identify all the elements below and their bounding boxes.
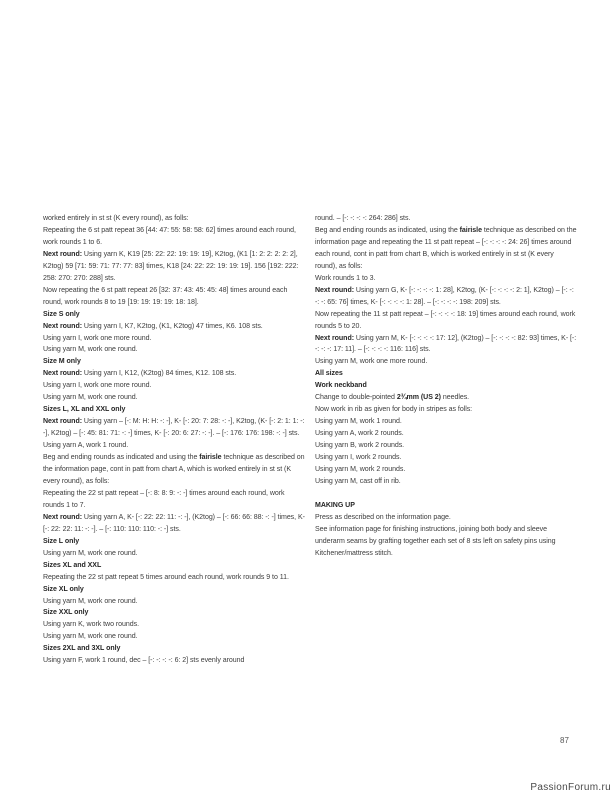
bold-heading: Next round: <box>43 513 82 521</box>
paragraph-text: Now repeating the 11 st patt repeat – [-: -: -: -: 18: 19] times around each round, work rounds 5 to 20. <box>315 310 576 330</box>
bold-heading: Size S only <box>43 310 80 318</box>
instruction-paragraph <box>315 213 577 225</box>
bold-heading: MAKING UP <box>315 501 355 509</box>
instruction-paragraph <box>315 476 577 488</box>
paragraph-text: Using yarn K, work two rounds. <box>43 621 140 629</box>
paragraph-text: technique as described on the information page, cont in patt from chart A, which is worked entirely in st st (K every round), as folls: <box>43 454 305 485</box>
paragraph-text: Using yarn M, work 1 round. <box>315 418 402 426</box>
instruction-paragraph <box>43 392 305 404</box>
paragraph-text: Using yarn I, K7, K2tog, (K1, K2tog) 47 times, K6. 108 sts. <box>82 322 263 330</box>
instruction-paragraph <box>315 500 577 512</box>
paragraph-text: Using yarn M, work 2 rounds. <box>315 466 406 474</box>
instruction-paragraph <box>43 655 305 667</box>
instruction-paragraph <box>315 464 577 476</box>
instruction-paragraph <box>43 488 305 512</box>
instruction-paragraph <box>43 631 305 643</box>
instruction-paragraph <box>315 285 577 309</box>
paragraph-text: Using yarn A, K- [-: 22: 22: 11: -: -], (K2tog) – [-: 66: 66: 88: -: -] times, K- [-: 22: 22: 11: -: -]. – [-: 110: 110: 110: -: -] sts. <box>43 513 305 533</box>
paragraph-text: Using yarn F, work 1 round, dec – [-: -: -: -: 6: 2] sts evenly around <box>43 657 245 665</box>
instruction-paragraph <box>43 249 305 285</box>
paragraph-text: Using yarn A, work 2 rounds. <box>315 430 404 438</box>
instruction-paragraph <box>315 392 577 404</box>
bold-heading: Size XL only <box>43 585 84 593</box>
instruction-paragraph <box>43 416 305 440</box>
instruction-paragraph <box>43 344 305 356</box>
watermark: PassionForum.ru <box>530 782 611 793</box>
paragraph-text: Using yarn M, work one round. <box>43 549 138 557</box>
instruction-paragraph <box>315 225 577 273</box>
paragraph-text: Beg and ending rounds as indicated and using the <box>43 454 200 462</box>
paragraph-text: Using yarn G, K- [-: -: -: -: 1: 28], K2tog, (K- [-: -: -: -: 2: 1], K2tog) – [-: -: -: -: 65: 76] times, K- [-: -: -: -: 1: 28]. – [-: -: -: -: 198: 209] sts. <box>315 286 574 306</box>
bold-heading: fairisle <box>199 454 222 462</box>
instruction-paragraph <box>43 548 305 560</box>
instruction-paragraph <box>43 584 305 596</box>
paragraph-text: technique as described on the information page and repeating the 11 st patt repeat – [-: -: -: -: 24: 26] times around each round, cont in patt from chart B, which is worked entirely in st st (K every round), as folls: <box>315 226 577 270</box>
instruction-paragraph <box>43 285 305 309</box>
paragraph-text: Using yarn M, cast off in rib. <box>315 477 401 485</box>
paragraph-text: Now work in rib as given for body in stripes as folls: <box>315 406 473 414</box>
paragraph-text: Using yarn I, work one more round. <box>43 334 152 342</box>
instruction-paragraph <box>43 380 305 392</box>
paragraph-text: Press as described on the information page. <box>315 513 451 521</box>
bold-heading: Next round: <box>43 322 82 330</box>
instruction-paragraph <box>43 440 305 452</box>
instruction-paragraph <box>43 560 305 572</box>
instruction-paragraph <box>315 333 577 357</box>
instruction-paragraph <box>315 380 577 392</box>
paragraph-text: round. – [-: -: -: -: 264: 286] sts. <box>315 215 411 222</box>
instruction-paragraph <box>315 368 577 380</box>
paragraph-text: Work rounds 1 to 3. <box>315 274 376 282</box>
instruction-paragraph <box>315 512 577 524</box>
paragraph-text: worked entirely in st st (K every round), as folls: <box>43 215 189 222</box>
left-column <box>43 213 305 667</box>
instruction-paragraph <box>315 452 577 464</box>
bold-heading: Sizes 2XL and 3XL only <box>43 645 121 653</box>
instruction-paragraph <box>43 368 305 380</box>
instruction-paragraph <box>43 643 305 655</box>
paragraph-text: Using yarn I, work 2 rounds. <box>315 454 402 462</box>
instruction-paragraph <box>43 607 305 619</box>
paragraph-text: Repeating the 22 st patt repeat 5 times around each round, work rounds 9 to 11. <box>43 573 289 581</box>
bold-heading: Next round: <box>43 370 82 378</box>
instruction-paragraph <box>43 512 305 536</box>
instruction-paragraph <box>315 309 577 333</box>
paragraph-text: Using yarn B, work 2 rounds. <box>315 442 405 450</box>
instruction-paragraph <box>43 225 305 249</box>
paragraph-text: Using yarn – [-: M: H: H: -: -], K- [-: 20: 7: 28: -: -], K2tog, (K- [-: 2: 1: 1: -: -], K2tog) – [-: 45: 81: 71: -: -] times, K- [-: 20: 6: 27: -: -]. – [-: 176: 176: 198: -: -] sts. <box>43 418 305 438</box>
instruction-paragraph <box>315 416 577 428</box>
instruction-paragraph <box>43 596 305 608</box>
bold-heading: Next round: <box>43 418 82 426</box>
paragraph-text: Beg and ending rounds as indicated, using the <box>315 226 460 234</box>
bold-heading: Work neckband <box>315 382 367 390</box>
paragraph-text: See information page for finishing instructions, joining both body and sleeve underarm seams by grafting together each set of 8 sts left on safety pins using Kitchener/mattress stitch. <box>315 525 556 557</box>
instruction-paragraph <box>43 356 305 368</box>
instruction-paragraph <box>43 213 305 225</box>
paragraph-text: Using yarn I, work one more round. <box>43 382 152 390</box>
instruction-paragraph <box>43 333 305 345</box>
bold-heading: Size XXL only <box>43 609 89 617</box>
bold-heading: Next round: <box>315 286 354 294</box>
paragraph-text: Repeating the 22 st patt repeat – [-: 8: 8: 9: -: -] times around each round, work rounds 1 to 7. <box>43 489 285 509</box>
instruction-paragraph <box>43 452 305 488</box>
instruction-paragraph <box>315 273 577 285</box>
bold-heading: fairisle <box>459 226 482 234</box>
paragraph-text: needles. <box>440 394 470 402</box>
paragraph-text: Using yarn M, K- [-: -: -: -: 17: 12], (K2tog) – [-: -: -: -: 82: 93] times, K- [-: -: -: -: 17: 11]. – [-: -: -: -: 116: 116] sts. <box>315 334 577 354</box>
bold-heading: Next round: <box>315 334 354 342</box>
paragraph-text: Using yarn A, work 1 round. <box>43 442 129 450</box>
bold-heading: Sizes L, XL and XXL only <box>43 406 126 414</box>
instruction-paragraph <box>43 572 305 584</box>
instruction-paragraph <box>43 404 305 416</box>
bold-heading: 2¾mm (US 2) <box>396 394 441 402</box>
paragraph-text: Repeating the 6 st patt repeat 36 [44: 47: 55: 58: 58: 62] times around each round, work rounds 1 to 6. <box>43 226 296 246</box>
instruction-paragraph <box>43 536 305 548</box>
paragraph-text: Using yarn M, work one round. <box>43 346 138 354</box>
paragraph-text: Using yarn M, work one more round. <box>315 358 428 366</box>
paragraph-text: Using yarn M, work one round. <box>43 597 138 605</box>
bold-heading: Size M only <box>43 358 81 366</box>
right-column <box>315 213 577 560</box>
bold-heading: All sizes <box>315 370 343 378</box>
bold-heading: Sizes XL and XXL <box>43 561 102 569</box>
instruction-paragraph <box>315 404 577 416</box>
paragraph-text: Using yarn K, K19 [25: 22: 22: 19: 19: 19], K2tog, (K1 [1: 2: 2: 2: 2: 2], K2tog) 59 [71: 59: 71: 77: 77: 83] times, K18 [24: 22: 22: 19: 19: 19]. 156 [192: 222: 258: 270: 270: 288] sts. <box>43 250 299 282</box>
instruction-paragraph <box>43 321 305 333</box>
bold-heading: Next round: <box>43 250 82 258</box>
paragraph-text: Using yarn M, work one round. <box>43 633 138 641</box>
bold-heading: Size L only <box>43 537 80 545</box>
instruction-paragraph <box>43 309 305 321</box>
instruction-paragraph <box>315 440 577 452</box>
page-number: 87 <box>560 736 569 745</box>
instruction-paragraph <box>315 356 577 368</box>
instruction-paragraph <box>315 524 577 560</box>
paragraph-text: Using yarn M, work one round. <box>43 394 138 402</box>
instruction-paragraph <box>43 619 305 631</box>
paragraph-text: Using yarn I, K12, (K2tog) 84 times, K12. 108 sts. <box>82 370 237 378</box>
paragraph-text: Change to double-pointed <box>315 394 397 402</box>
paragraph-text: Now repeating the 6 st patt repeat 26 [32: 37: 43: 45: 45: 48] times around each round, work rounds 8 to 19 [19: 19: 19: 19: 18: 18]. <box>43 286 288 306</box>
instruction-paragraph <box>315 428 577 440</box>
